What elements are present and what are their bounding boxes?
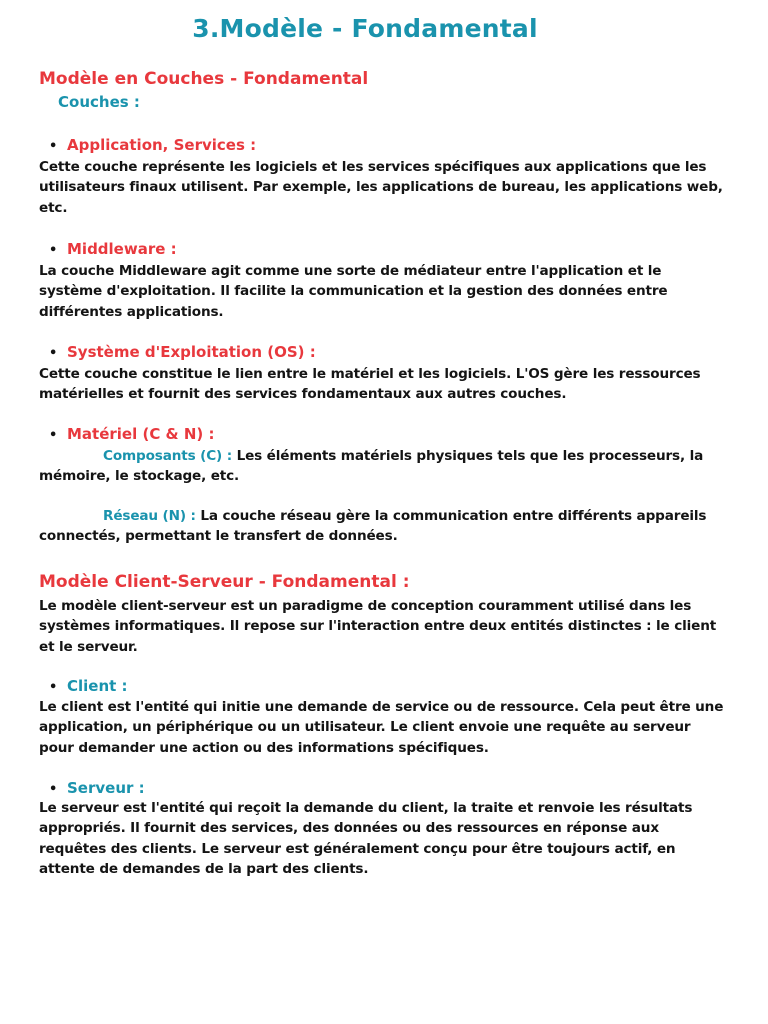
- bullet-client: [49, 677, 128, 695]
- bullet-dot: •: [49, 680, 58, 695]
- paragraph-components: [39, 446, 729, 487]
- paragraph-client: Le client est l'entité qui initie une demande de service ou de ressource. Cela peut être une application, un périphérique ou un utilisateur. Le client envoie une requête au serveur pour demander une action ou des informations spécifiques.: [39, 699, 724, 756]
- bullet-label: Application, Services :: [67, 136, 257, 154]
- bullet-middleware: [49, 240, 177, 258]
- bullet-server: [49, 779, 145, 797]
- paragraph-middleware: La couche Middleware agit comme une sorte de médiateur entre l'application et le système d'exploitation. Il facilite la communication et la gestion des données entre différentes applications.: [39, 263, 668, 320]
- bullet-dot: •: [49, 782, 58, 797]
- bullet-label: Matériel (C & N) :: [67, 425, 215, 443]
- bullet-operating-system: [49, 343, 316, 361]
- network-text: La couche réseau gère la communication entre différents appareils connectés, permettant le transfert de données.: [39, 508, 707, 545]
- bullet-label: Client :: [67, 677, 128, 695]
- paragraph-client-server-intro: Le modèle client-serveur est un paradigme de conception couramment utilisé dans les systèmes informatiques. Il repose sur l'interaction entre deux entités distinctes : le client et le serveur.: [39, 598, 717, 655]
- paragraph-operating-system: Cette couche constitue le lien entre le matériel et les logiciels. L'OS gère les ressources matérielles et fournit des services fondamentaux aux autres couches.: [39, 366, 701, 403]
- paragraph-network: [39, 506, 729, 547]
- section-heading-client-server: Modèle Client-Serveur - Fondamental :: [39, 572, 410, 592]
- paragraph-application-services: Cette couche représente les logiciels et les services spécifiques aux applications que les utilisateurs finaux utilisent. Par exemple, les applications de bureau, les applications web, etc.: [39, 159, 723, 216]
- page-title: 3.Modèle - Fondamental: [192, 14, 538, 43]
- bullet-label: Système d'Exploitation (OS) :: [67, 343, 316, 361]
- components-text: Les éléments matériels physiques tels que les processeurs, la mémoire, le stockage, etc.: [39, 448, 704, 485]
- bullet-dot: •: [49, 243, 58, 258]
- term-network: Réseau (N) :: [103, 508, 196, 524]
- paragraph-server: Le serveur est l'entité qui reçoit la demande du client, la traite et renvoie les résultats appropriés. Il fournit des services, des données ou des ressources en réponse aux requêtes des clients. Le serveur est généralement conçu pour être toujours actif, en attente de demandes de la part des clients.: [39, 800, 693, 877]
- bullet-dot: •: [49, 139, 58, 154]
- bullet-dot: •: [49, 428, 58, 443]
- bullet-hardware: [49, 425, 215, 443]
- section-heading-layers: Modèle en Couches - Fondamental: [39, 69, 369, 89]
- bullet-label: Serveur :: [67, 779, 145, 797]
- bullet-label: Middleware :: [67, 240, 177, 258]
- subheading-layers: Couches :: [58, 93, 140, 111]
- bullet-application-services: [49, 136, 256, 154]
- bullet-dot: •: [49, 346, 58, 361]
- term-components: Composants (C) :: [103, 448, 232, 464]
